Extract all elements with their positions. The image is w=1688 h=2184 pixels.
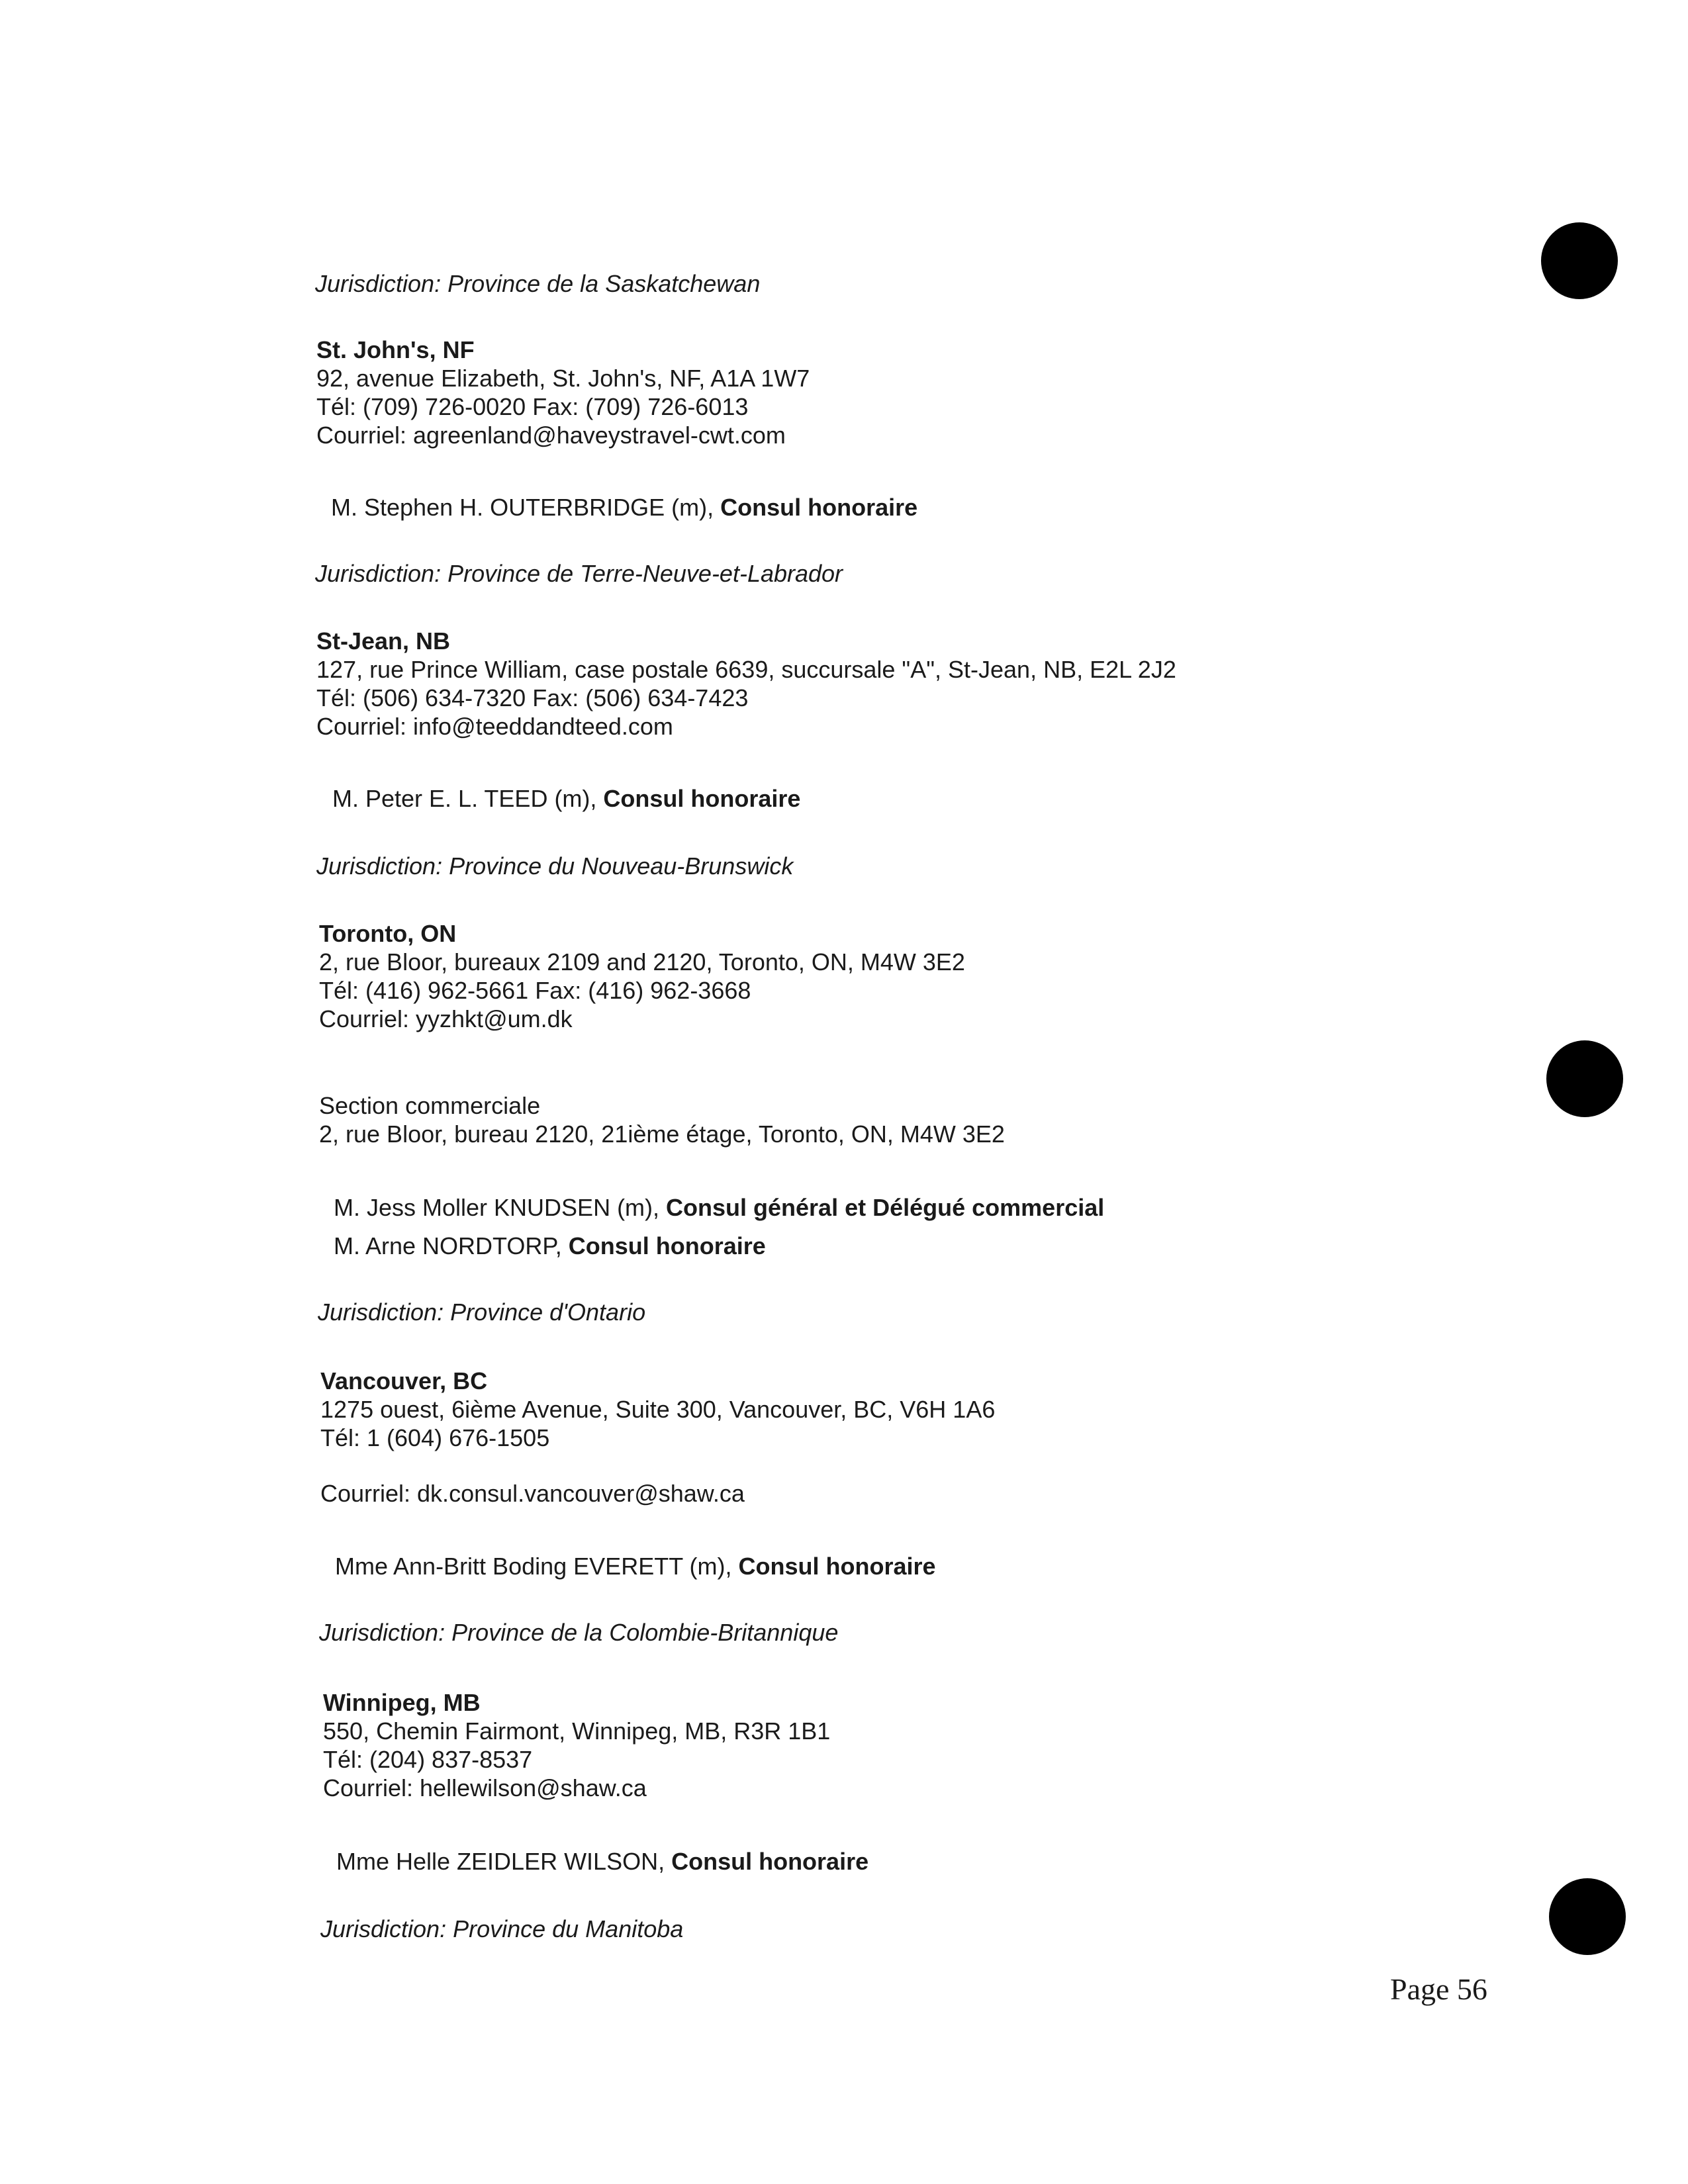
- city-heading: St. John's, NF: [316, 336, 475, 363]
- jurisdiction-line: Jurisdiction: Province de Terre-Neuve-et-Labrador: [315, 560, 843, 587]
- email-line: Courriel: info@teeddandteed.com: [316, 713, 673, 740]
- person-line: [335, 1553, 936, 1580]
- hole-punch-middle: [1546, 1040, 1623, 1117]
- person-name: M. Peter E. L. TEED (m),: [332, 785, 604, 812]
- email-line: Courriel: hellewilson@shaw.ca: [323, 1774, 647, 1801]
- person-name: Mme Ann-Britt Boding EVERETT (m),: [335, 1553, 739, 1580]
- phone-line: Tél: (204) 837-8537: [323, 1746, 533, 1773]
- jurisdiction-line: Jurisdiction: Province du Manitoba: [320, 1915, 684, 1942]
- jurisdiction-saskatchewan: Jurisdiction: Province de la Saskatchewan: [315, 270, 761, 297]
- hole-punch-top: [1541, 222, 1618, 299]
- phone-line: Tél: (709) 726-0020 Fax: (709) 726-6013: [316, 393, 749, 420]
- person-title: Consul honoraire: [671, 1848, 869, 1875]
- city-heading: Toronto, ON: [319, 920, 457, 947]
- city-heading: St-Jean, NB: [316, 627, 451, 655]
- hole-punch-bottom: [1549, 1878, 1626, 1955]
- person-title: Consul honoraire: [738, 1553, 936, 1580]
- email-line: Courriel: yyzhkt@um.dk: [319, 1005, 573, 1032]
- address-line: 550, Chemin Fairmont, Winnipeg, MB, R3R 1B1: [323, 1717, 831, 1745]
- person-line: [336, 1848, 868, 1876]
- address-line: 127, rue Prince William, case postale 6639, succursale "A", St-Jean, NB, E2L 2J2: [316, 656, 1176, 683]
- person-title: Consul général et Délégué commercial: [666, 1194, 1105, 1221]
- address-line: 92, avenue Elizabeth, St. John's, NF, A1A 1W7: [316, 365, 810, 392]
- person-line: [334, 1232, 766, 1260]
- address-line: 2, rue Bloor, bureaux 2109 and 2120, Toronto, ON, M4W 3E2: [319, 948, 965, 976]
- section-label: Section commerciale: [319, 1092, 541, 1119]
- person-title: Consul honoraire: [603, 785, 801, 812]
- phone-line: Tél: 1 (604) 676-1505: [320, 1424, 550, 1451]
- email-line: Courriel: agreenland@haveystravel-cwt.com: [316, 422, 786, 449]
- city-heading: Vancouver, BC: [320, 1367, 488, 1394]
- city-heading: Winnipeg, MB: [323, 1689, 481, 1716]
- phone-line: Tél: (506) 634-7320 Fax: (506) 634-7423: [316, 684, 749, 711]
- email-line: Courriel: dk.consul.vancouver@shaw.ca: [320, 1480, 745, 1507]
- person-name: M. Arne NORDTORP,: [334, 1232, 569, 1259]
- jurisdiction-line: Jurisdiction: Province du Nouveau-Brunswick: [316, 852, 794, 880]
- person-name: M. Jess Moller KNUDSEN (m),: [334, 1194, 667, 1221]
- person-line: [331, 494, 917, 522]
- jurisdiction-line: Jurisdiction: Province d'Ontario: [318, 1298, 646, 1326]
- phone-line: Tél: (416) 962-5661 Fax: (416) 962-3668: [319, 977, 751, 1004]
- address-line: 1275 ouest, 6ième Avenue, Suite 300, Vancouver, BC, V6H 1A6: [320, 1396, 996, 1423]
- section-address: 2, rue Bloor, bureau 2120, 21ième étage, Toronto, ON, M4W 3E2: [319, 1120, 1005, 1148]
- person-name: Mme Helle ZEIDLER WILSON,: [336, 1848, 672, 1875]
- person-title: Consul honoraire: [720, 494, 918, 521]
- person-line: [332, 785, 800, 813]
- person-line: [334, 1194, 1104, 1222]
- person-name: M. Stephen H. OUTERBRIDGE (m),: [331, 494, 721, 521]
- page-number: Page 56: [1390, 1972, 1487, 2006]
- person-title: Consul honoraire: [568, 1232, 766, 1259]
- jurisdiction-line: Jurisdiction: Province de la Colombie-Britannique: [319, 1619, 839, 1646]
